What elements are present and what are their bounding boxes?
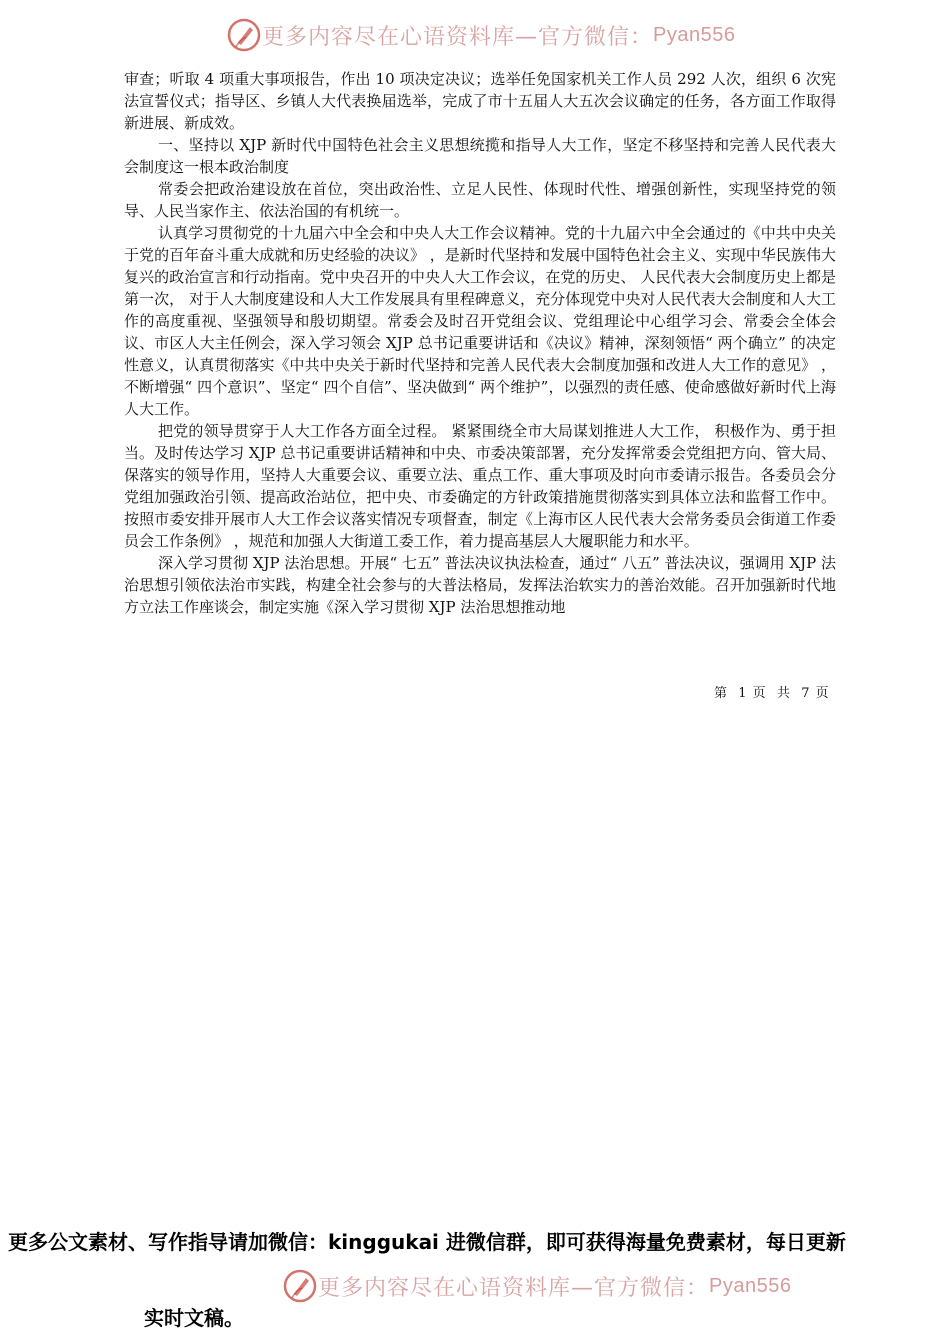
watermark-header xyxy=(226,17,735,53)
watermark-footer xyxy=(282,1268,791,1304)
paragraph: 常委会把政治建设放在首位，突出政治性、立足人民性、体现时代性、增强创新性，实现坚持党的领导、人民当家作主、依法治国的有机统一。 xyxy=(124,180,836,220)
pen-logo-icon xyxy=(282,1268,318,1304)
paragraph: 把党的领导贯穿于人大工作各方面全过程。 紧紧围绕全市大局谋划推进人大工作， 积极作为、勇于担当。及时传达学习 XJP 总书记重要讲话精神和中央、市委决策部署，充分发挥常委会党组把方向、管大局、保落实的领导作用，坚持人大重要会议、重要立法、重点工作、重大事项及时向市委请示报告。各委员会分党组加强政治引领、提高政治站位，把中央、市委确定的方针政策措施贯彻落实到具体立法和监督工作中。按照市委安排开展市人大工作会议落实情况专项督查，制定《上海市区人民代表大会常务委员会街道工作委员会工作条例》 ，规范和加强人大街道工委工作，着力提高基层人大履职能力和水平。 xyxy=(124,422,836,550)
document-body xyxy=(124,68,836,618)
pen-logo-icon xyxy=(226,17,262,53)
watermark-id: Pyan556 xyxy=(709,1274,792,1297)
footer-promo-text: 更多公文素材、写作指导请加微信：kinggukai 进微信群，即可获得海量免费素材，每日更新 xyxy=(8,1230,846,1254)
paragraph: 认真学习贯彻党的十九届六中全会和中央人大工作会议精神。党的十九届六中全会通过的《中共中央关于党的百年奋斗重大成就和历史经验的决议》 ，是新时代坚持和发展中国特色社会主义、实现中华民族伟大复兴的政治宣言和行动指南。党中央召开的中央人大工作会议，在党的历史、 人民代表大会制度历史上都是第一次， 对于人大制度建设和人大工作发展具有里程碑意义，充分体现党中央对人民代表大会制度和人大工作的高度重视、坚强领导和殷切期望。常委会及时召开党组会议、党组理论中心组学习会、常委会全体会议、市区人大主任例会，深入学习领会 XJP 总书记重要讲话和《决议》精神，深刻领悟“ 两个确立” 的决定性意义，认真贯彻落实《中共中央关于新时代坚持和完善人民代表大会制度加强和改进人大工作的意见》 ，不断增强“ 四个意识”、坚定“ 四个自信”、坚决做到“ 两个维护”，以强烈的责任感、使命感做好新时代上海人大工作。 xyxy=(124,224,836,418)
paragraph: 深入学习贯彻 XJP 法治思想。开展“ 七五” 普法决议执法检查，通过“ 八五” 普法决议，强调用 XJP 法治思想引领依法治市实践，构建全社会参与的大普法格局，发挥法治软实力的善治效能。召开加强新时代地方立法工作座谈会，制定实施《深入学习贯彻 XJP 法治思想推动地 xyxy=(124,554,836,616)
watermark-id: Pyan556 xyxy=(653,23,736,46)
page-number: 第 1 页 共 7 页 xyxy=(714,686,830,701)
section-heading: 一、坚持以 XJP 新时代中国特色社会主义思想统揽和指导人大工作，坚定不移坚持和完善人民代表大会制度这一根本政治制度 xyxy=(124,136,836,176)
paragraph: 审查；听取 4 项重大事项报告，作出 10 项决定决议；选举任免国家机关工作人员 292 人次，组织 6 次宪法宣誓仪式；指导区、乡镇人大代表换届选举，完成了市十五届人大五次会议确定的任务，各方面工作取得新进展、新成效。 xyxy=(124,70,836,132)
watermark-text: 更多内容尽在心语资料库—官方微信： xyxy=(262,24,654,50)
watermark-text: 更多内容尽在心语资料库—官方微信： xyxy=(318,1275,710,1301)
footer-promo-tail: 实时文稿。 xyxy=(144,1306,244,1330)
